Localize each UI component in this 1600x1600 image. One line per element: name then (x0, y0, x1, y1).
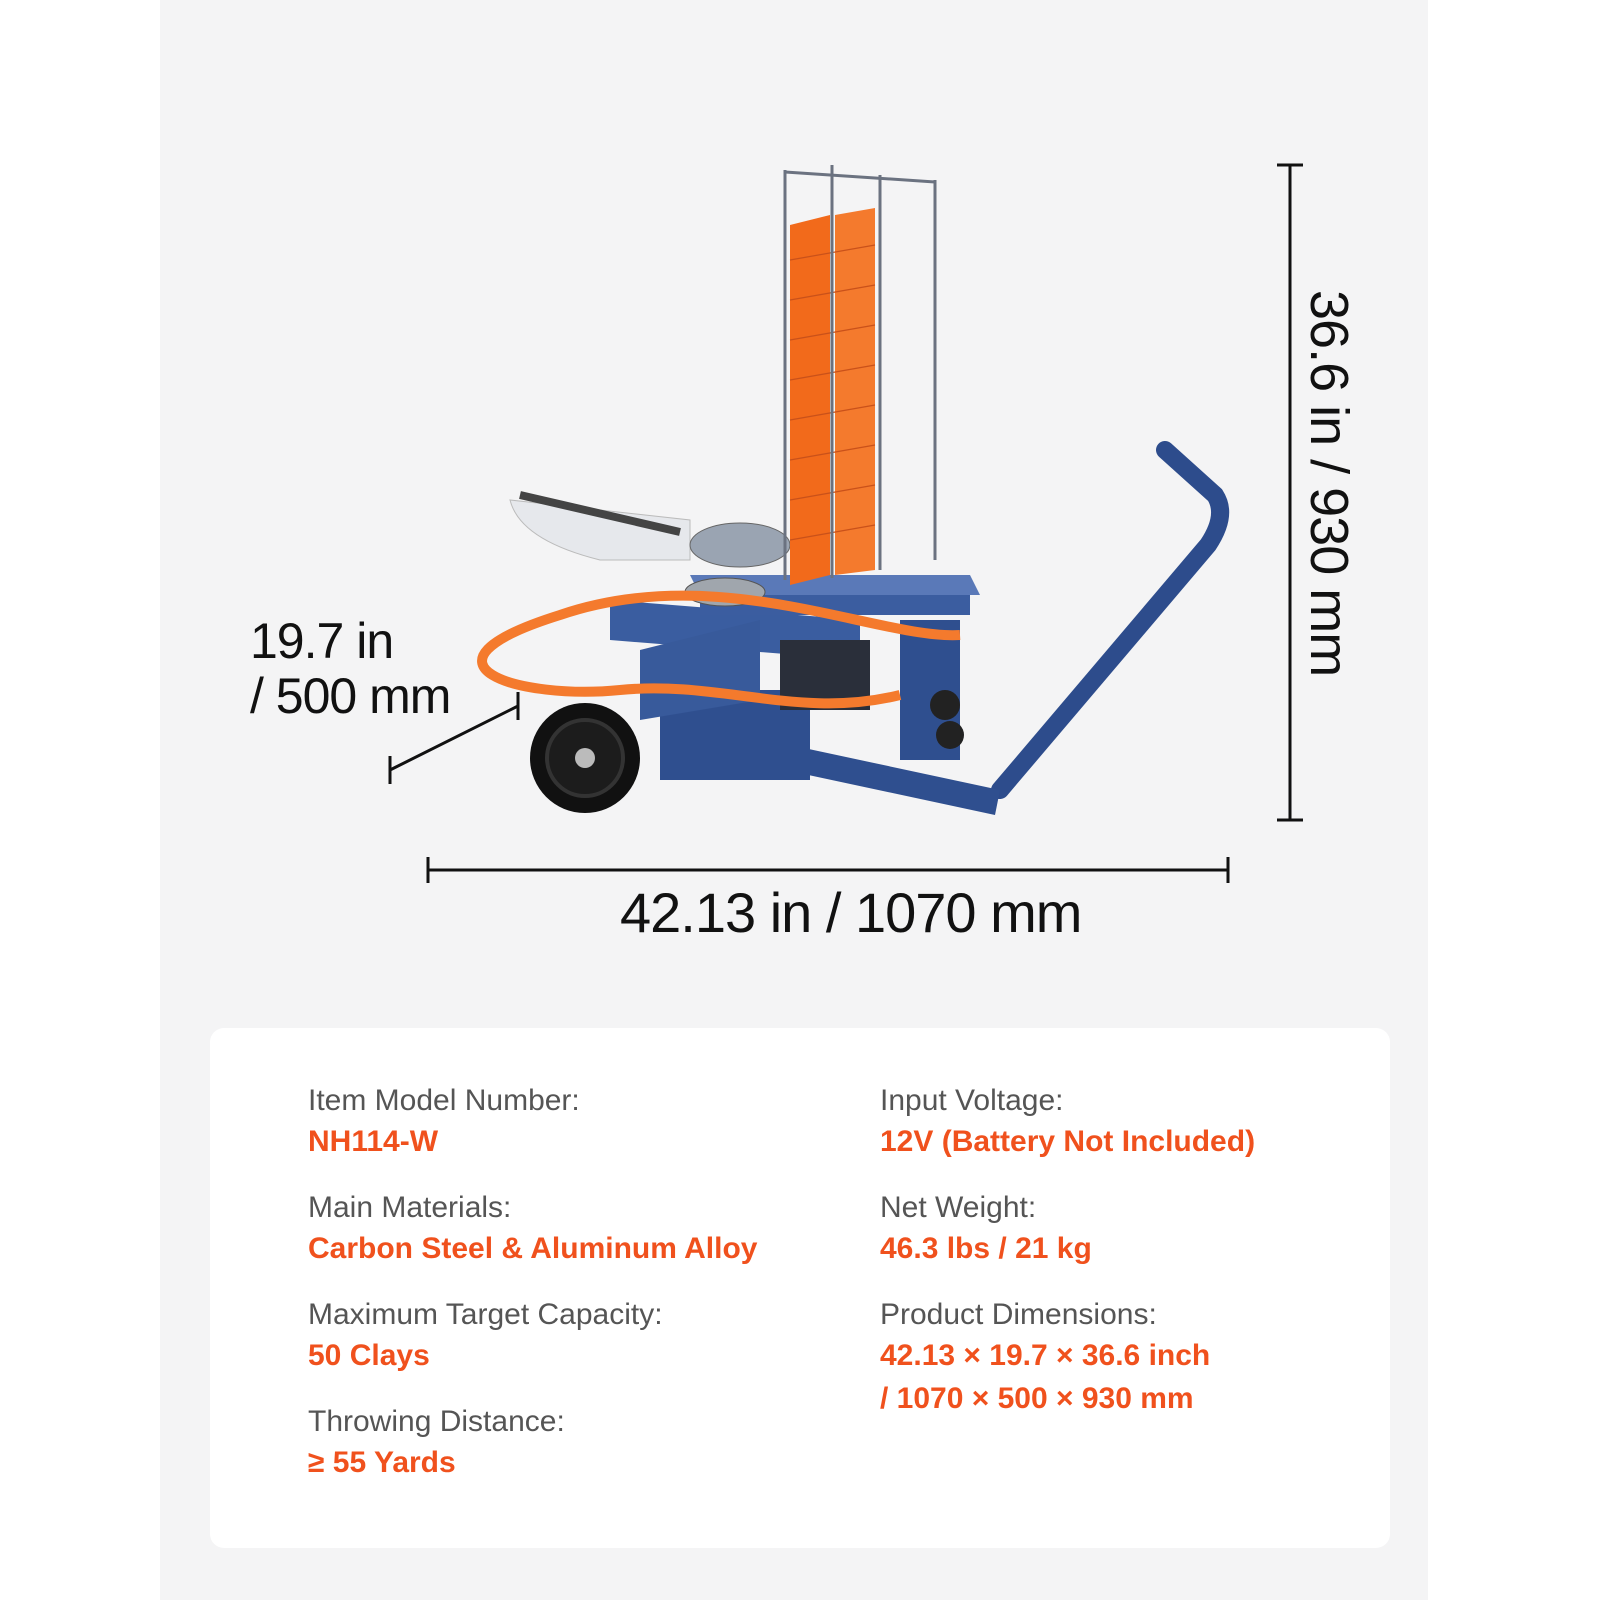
spec-value: 50 Clays (308, 1339, 430, 1372)
tow-handle (1000, 450, 1220, 790)
spec-value: NH114-W (308, 1125, 439, 1158)
spec-label: Main Materials: (308, 1191, 512, 1224)
spec-input-voltage (880, 1082, 1255, 1163)
spec-value: 42.13 × 19.7 × 36.6 inch (880, 1339, 1211, 1372)
spec-throwing-distance (308, 1403, 758, 1484)
spec-label: Input Voltage: (880, 1084, 1064, 1117)
spec-label: Product Dimensions: (880, 1298, 1157, 1331)
spec-value: / 1070 × 500 × 930 mm (880, 1382, 1194, 1415)
spec-value: ≥ 55 Yards (308, 1446, 456, 1479)
spec-main-materials (308, 1189, 758, 1270)
specs-column-left (308, 1082, 758, 1510)
spec-value: 12V (Battery Not Included) (880, 1125, 1256, 1158)
height-dimension-label: 36.6 in / 930 mm (1299, 290, 1359, 677)
throw-arm (510, 495, 790, 606)
spec-label: Throwing Distance: (308, 1405, 565, 1438)
spec-label: Net Weight: (880, 1191, 1037, 1224)
spec-target-capacity (308, 1296, 758, 1377)
spec-net-weight (880, 1189, 1255, 1270)
spec-product-dimensions (880, 1296, 1255, 1420)
depth-line1: 19.7 in (250, 613, 394, 669)
spec-value: 46.3 lbs / 21 kg (880, 1232, 1092, 1265)
spec-label: Maximum Target Capacity: (308, 1298, 663, 1331)
specs-column-right (880, 1082, 1255, 1446)
spec-label: Item Model Number: (308, 1084, 580, 1117)
width-dimension-label: 42.13 in / 1070 mm (620, 881, 1082, 944)
wheel (530, 703, 640, 813)
spec-model-number (308, 1082, 758, 1163)
spec-value: Carbon Steel & Aluminum Alloy (308, 1232, 758, 1265)
clay-magazine (785, 165, 935, 585)
depth-dimension-label (250, 614, 450, 724)
depth-line2: / 500 mm (250, 668, 451, 724)
